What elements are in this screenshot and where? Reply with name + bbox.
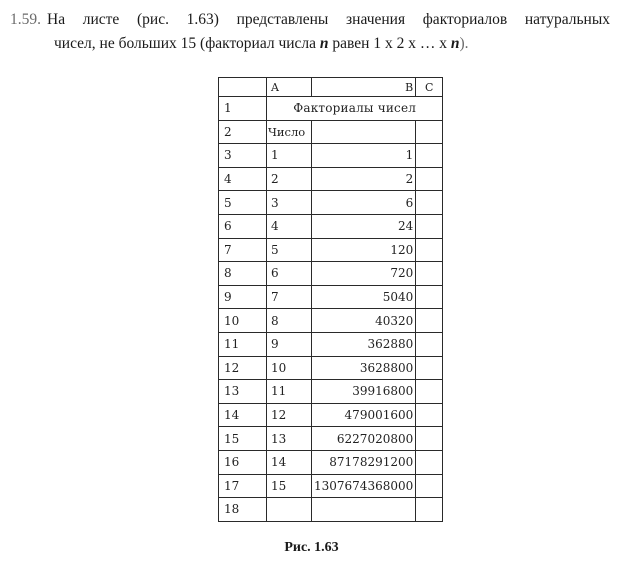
row-header[interactable]: 6 — [219, 214, 267, 238]
spreadsheet — [218, 77, 443, 522]
cell-a[interactable]: 10 — [267, 356, 312, 380]
table-row — [219, 380, 443, 404]
table-row — [219, 238, 443, 262]
cell-c[interactable] — [416, 262, 443, 286]
table-row — [219, 262, 443, 286]
cell-b[interactable]: 479001600 — [312, 403, 416, 427]
cell-c[interactable] — [416, 214, 443, 238]
cell-c[interactable] — [416, 450, 443, 474]
cell-b[interactable]: 2 — [312, 167, 416, 191]
column-header-row — [219, 78, 443, 97]
cell-b[interactable]: 3628800 — [312, 356, 416, 380]
row-header[interactable]: 4 — [219, 167, 267, 191]
table-row — [219, 120, 443, 144]
row-header[interactable]: 13 — [219, 380, 267, 404]
table-row — [219, 427, 443, 451]
table-row — [219, 97, 443, 121]
row-header[interactable]: 1 — [219, 97, 267, 121]
cell-a[interactable]: 1 — [267, 144, 312, 168]
cell-a[interactable]: 8 — [267, 309, 312, 333]
cell-c[interactable] — [416, 474, 443, 498]
cell-a[interactable]: 5 — [267, 238, 312, 262]
cell-b[interactable]: 40320 — [312, 309, 416, 333]
row-header[interactable]: 14 — [219, 403, 267, 427]
problem-var-n: n — [319, 35, 329, 52]
problem-text — [10, 8, 610, 56]
cell-b[interactable]: 362880 — [312, 332, 416, 356]
cell-c[interactable] — [416, 403, 443, 427]
cell-a[interactable]: 7 — [267, 285, 312, 309]
problem-line-2-close: ). — [459, 35, 469, 52]
table-row — [219, 285, 443, 309]
row-header[interactable]: 5 — [219, 191, 267, 215]
cell-a[interactable]: 15 — [267, 474, 312, 498]
cell-c[interactable] — [416, 167, 443, 191]
table-row — [219, 309, 443, 333]
cell-a[interactable]: 11 — [267, 380, 312, 404]
cell-c[interactable] — [416, 285, 443, 309]
column-header-b[interactable]: B — [312, 78, 416, 97]
row-header[interactable]: 12 — [219, 356, 267, 380]
table-row — [219, 403, 443, 427]
column-header-c[interactable]: C — [416, 78, 443, 97]
row-header[interactable]: 16 — [219, 450, 267, 474]
corner-cell[interactable] — [219, 78, 267, 97]
table-row — [219, 191, 443, 215]
cell-a[interactable]: 4 — [267, 214, 312, 238]
cell-b[interactable] — [312, 120, 416, 144]
problem-var-n-end: n — [450, 35, 460, 52]
row-header[interactable]: 17 — [219, 474, 267, 498]
table-row — [219, 144, 443, 168]
cell-c[interactable] — [416, 191, 443, 215]
table-row — [219, 167, 443, 191]
row-header[interactable]: 15 — [219, 427, 267, 451]
cell-a[interactable]: 6 — [267, 262, 312, 286]
row-header[interactable]: 11 — [219, 332, 267, 356]
row-header[interactable]: 9 — [219, 285, 267, 309]
cell-c[interactable] — [416, 120, 443, 144]
cell-a[interactable]: 3 — [267, 191, 312, 215]
table-row — [219, 474, 443, 498]
cell-b[interactable] — [312, 498, 416, 522]
cell-a[interactable]: 14 — [267, 450, 312, 474]
row-header[interactable]: 3 — [219, 144, 267, 168]
cell-b[interactable]: 720 — [312, 262, 416, 286]
cell-c[interactable] — [416, 498, 443, 522]
table-row — [219, 356, 443, 380]
cell-a[interactable]: 12 — [267, 403, 312, 427]
header-cell-number[interactable]: Число — [267, 120, 312, 144]
cell-c[interactable] — [416, 238, 443, 262]
problem-number: 1.59. — [10, 11, 41, 28]
row-header[interactable]: 7 — [219, 238, 267, 262]
cell-c[interactable] — [416, 380, 443, 404]
cell-a[interactable]: 13 — [267, 427, 312, 451]
table-row — [219, 450, 443, 474]
figure-caption: Рис. 1.63 — [284, 540, 339, 555]
problem-line-2-b: равен 1 х 2 х … х — [328, 35, 451, 52]
row-header[interactable]: 8 — [219, 262, 267, 286]
cell-b[interactable]: 87178291200 — [312, 450, 416, 474]
table-row — [219, 332, 443, 356]
row-header[interactable]: 18 — [219, 498, 267, 522]
cell-b[interactable]: 5040 — [312, 285, 416, 309]
cell-b[interactable]: 1307674368000 — [312, 474, 416, 498]
table-row — [219, 214, 443, 238]
cell-b[interactable]: 120 — [312, 238, 416, 262]
cell-b[interactable]: 6227020800 — [312, 427, 416, 451]
cell-b[interactable]: 24 — [312, 214, 416, 238]
cell-c[interactable] — [416, 309, 443, 333]
row-header[interactable]: 2 — [219, 120, 267, 144]
table-row — [219, 498, 443, 522]
cell-c[interactable] — [416, 427, 443, 451]
cell-a[interactable] — [267, 498, 312, 522]
cell-b[interactable]: 39916800 — [312, 380, 416, 404]
problem-line-1 — [10, 8, 610, 32]
cell-c[interactable] — [416, 356, 443, 380]
problem-line-1-text: На листе (рис. 1.63) представлены значения факториалов натуральных — [47, 11, 610, 28]
cell-c[interactable] — [416, 144, 443, 168]
title-cell[interactable]: Факториалы чисел — [267, 97, 443, 121]
cell-a[interactable]: 9 — [267, 332, 312, 356]
row-header[interactable]: 10 — [219, 309, 267, 333]
cell-b[interactable]: 1 — [312, 144, 416, 168]
problem-line-2 — [10, 32, 610, 56]
cell-c[interactable] — [416, 332, 443, 356]
cell-a[interactable]: 2 — [267, 167, 312, 191]
cell-b[interactable]: 6 — [312, 191, 416, 215]
problem-line-2-a: чисел, не больших 15 (факториал числа — [54, 35, 320, 52]
column-header-a[interactable]: A — [267, 78, 312, 97]
